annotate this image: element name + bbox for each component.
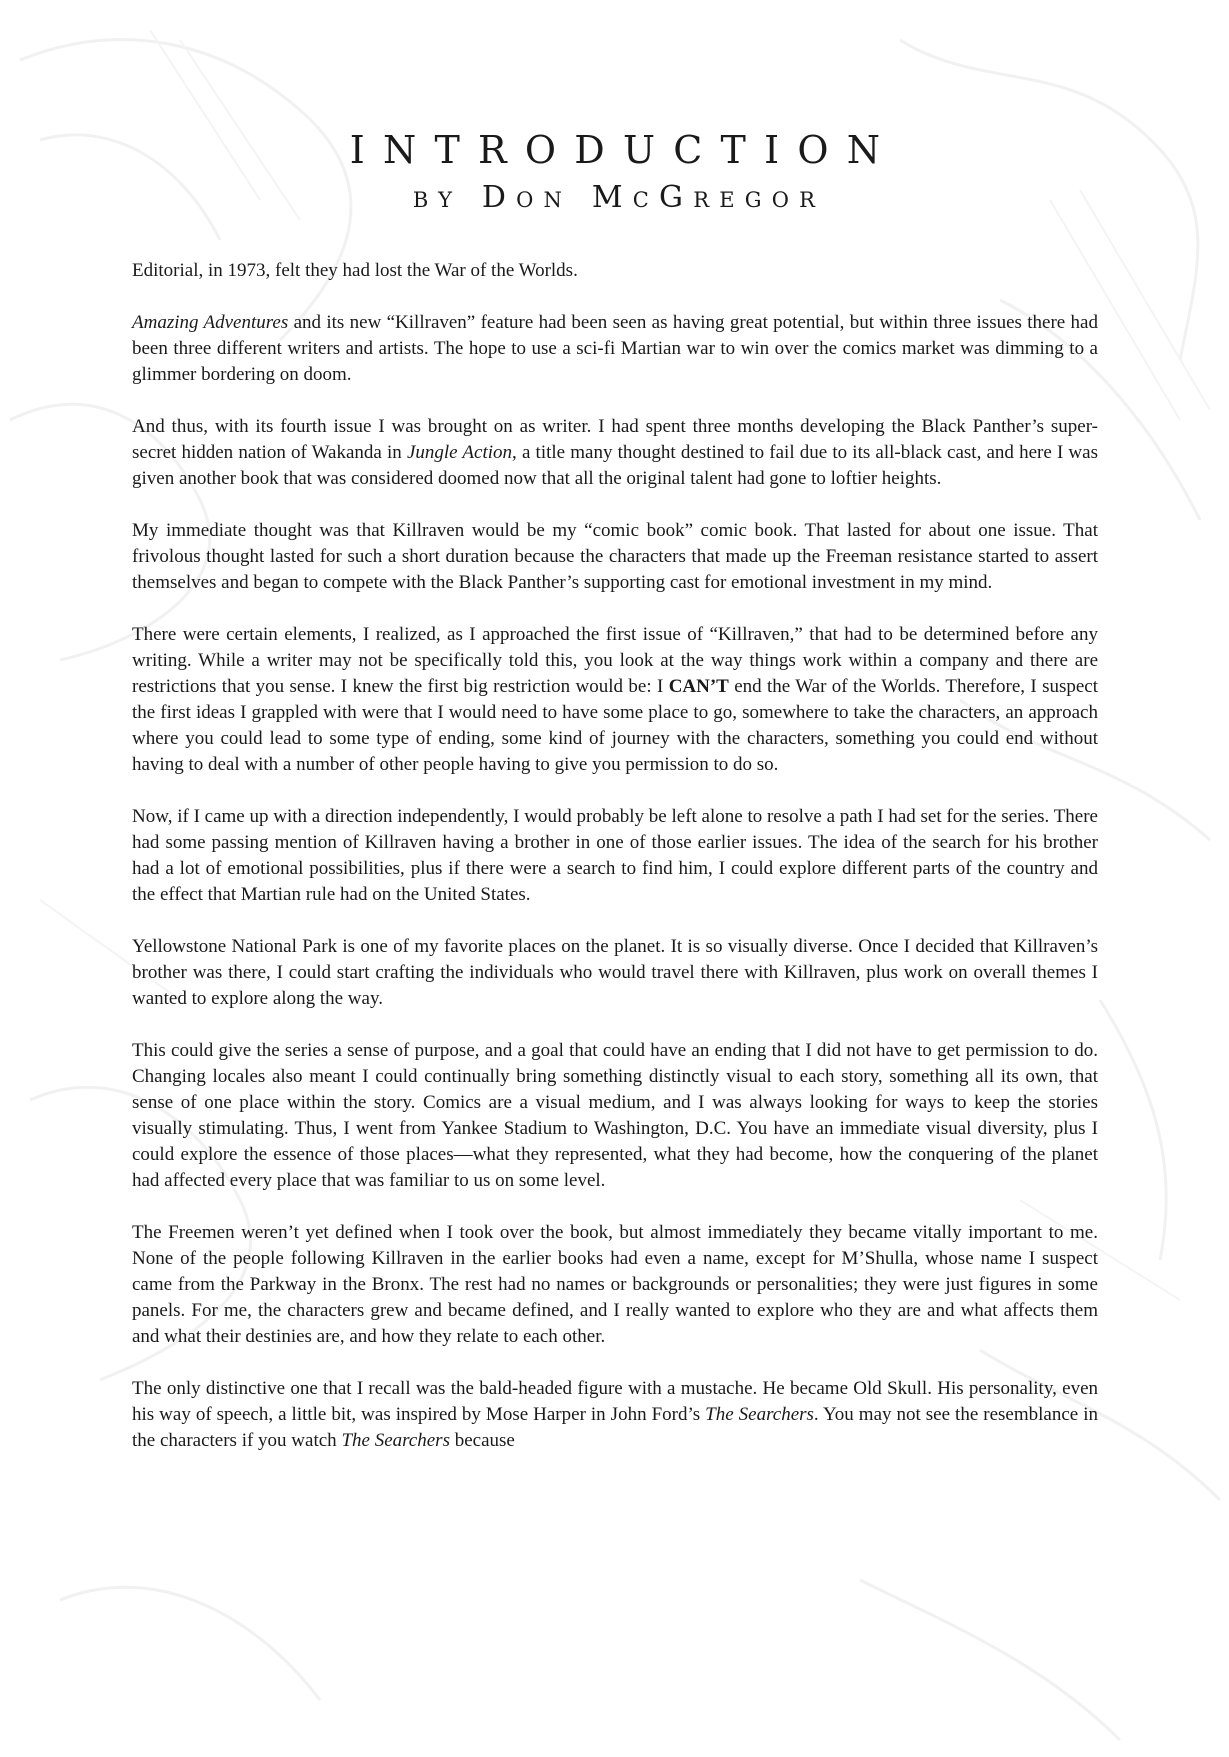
paragraph-text: because [449, 1430, 515, 1451]
paragraph-text: There were certain elements, I realized, as I approached the first issue of “Killraven,” that had to be determined before any writing. While a writer may not be specifically told this, you look at the way things work within a company and there are restrictions that you sense. I knew the first big restriction would be: I [132, 624, 1098, 697]
paragraph [132, 1376, 1098, 1454]
paragraph [132, 310, 1098, 388]
bold-text: CAN’T [668, 676, 729, 697]
italic-title-text: The Searchers [705, 1404, 814, 1425]
paragraph-text: Editorial, in 1973, felt they had lost the War of the Worlds. [132, 260, 578, 281]
italic-title-text: The Searchers [341, 1430, 450, 1451]
italic-title-text: Amazing Adventures [132, 312, 289, 333]
page-title: INTRODUCTION [349, 128, 899, 172]
paragraph-text: . You may not see the resemblance in the characters if you watch [132, 1404, 1098, 1451]
paragraph [132, 622, 1098, 778]
italic-title-text: Jungle Action [406, 442, 513, 463]
paragraph-text: And thus, with its fourth issue I was brought on as writer. I had spent three months developing the Black Panther’s super-secret hidden nation of Wakanda in [132, 416, 1098, 463]
paragraph-text: , a title many thought destined to fail due to its all-black cast, and here I was given another book that was considered doomed now that all the original talent had gone to loftier heights. [132, 442, 1098, 489]
paragraph [132, 934, 1098, 1012]
body-text [132, 258, 1098, 1480]
paragraph-text: My immediate thought was that Killraven would be my “comic book” comic book. That lasted for about one issue. That frivolous thought lasted for such a short duration because the characters that made up the Freeman resistance started to assert themselves and began to compete with the Black Panther’s supporting cast for emotional investment in my mind. [132, 520, 1098, 593]
paragraph-text: and its new “Killraven” feature had been seen as having great potential, but within three issues there had been three different writers and artists. The hope to use a sci-fi Martian war to win over the comics market was dimming to a glimmer bordering on doom. [132, 312, 1098, 385]
paragraph [132, 518, 1098, 596]
paragraph [132, 414, 1098, 492]
paragraph-text: This could give the series a sense of purpose, and a goal that could have an ending that I did not have to get permission to do. Changing locales also meant I could continually bring something distinctly visual to each story, something all its own, that sense of one place within the story. Comics are a visual medium, and I was always looking for ways to keep the stories visually stimulating. Thus, I went from Yankee Stadium to Washington, D.C. You have an immediate visual diversity, plus I could explore the essence of those places—what they represented, what they had become, how the conquering of the planet had affected every place that was familiar to us on some level. [132, 1040, 1098, 1191]
paragraph [132, 804, 1098, 908]
paragraph [132, 1220, 1098, 1350]
paragraph [132, 258, 1098, 284]
title-block [0, 128, 1229, 220]
paragraph-text: Yellowstone National Park is one of my favorite places on the planet. It is so visually diverse. Once I decided that Killraven’s brother was there, I could start crafting the individuals who would travel there with Killraven, plus work on overall themes I wanted to explore along the way. [132, 936, 1098, 1009]
paragraph-text: Now, if I came up with a direction independently, I would probably be left alone to resolve a path I had set for the series. There had some passing mention of Killraven having a brother in one of those earlier issues. The idea of the search for his brother had a lot of emotional possibilities, plus if there were a search to find him, I could explore different parts of the country and the effect that Martian rule had on the United States. [132, 806, 1098, 905]
paragraph [132, 1038, 1098, 1194]
paragraph-text: The Freemen weren’t yet defined when I took over the book, but almost immediately they became vitally important to me. None of the people following Killraven in the earlier books had even a name, except for M’Shulla, whose name I suspect came from the Parkway in the Bronx. The rest had no names or backgrounds or personalities; they were just figures in some panels. For me, the characters grew and became defined, and I really wanted to explore who they are and what affects them and what their destinies are, and how they relate to each other. [132, 1222, 1098, 1347]
paragraph-text: end the War of the Worlds. Therefore, I suspect the first ideas I grappled with were that I would need to have some place to go, somewhere to take the characters, an approach where you could lead to some type of ending, some kind of journey with the characters, something you could end without having to deal with a number of other people having to give you permission to do so. [132, 676, 1099, 775]
author-byline: by Don McGregor [412, 180, 826, 215]
paragraph-text: The only distinctive one that I recall was the bald-headed figure with a mustache. He became Old Skull. His personality, even his way of speech, a little bit, was inspired by Mose Harper in John Ford’s [132, 1378, 1098, 1425]
